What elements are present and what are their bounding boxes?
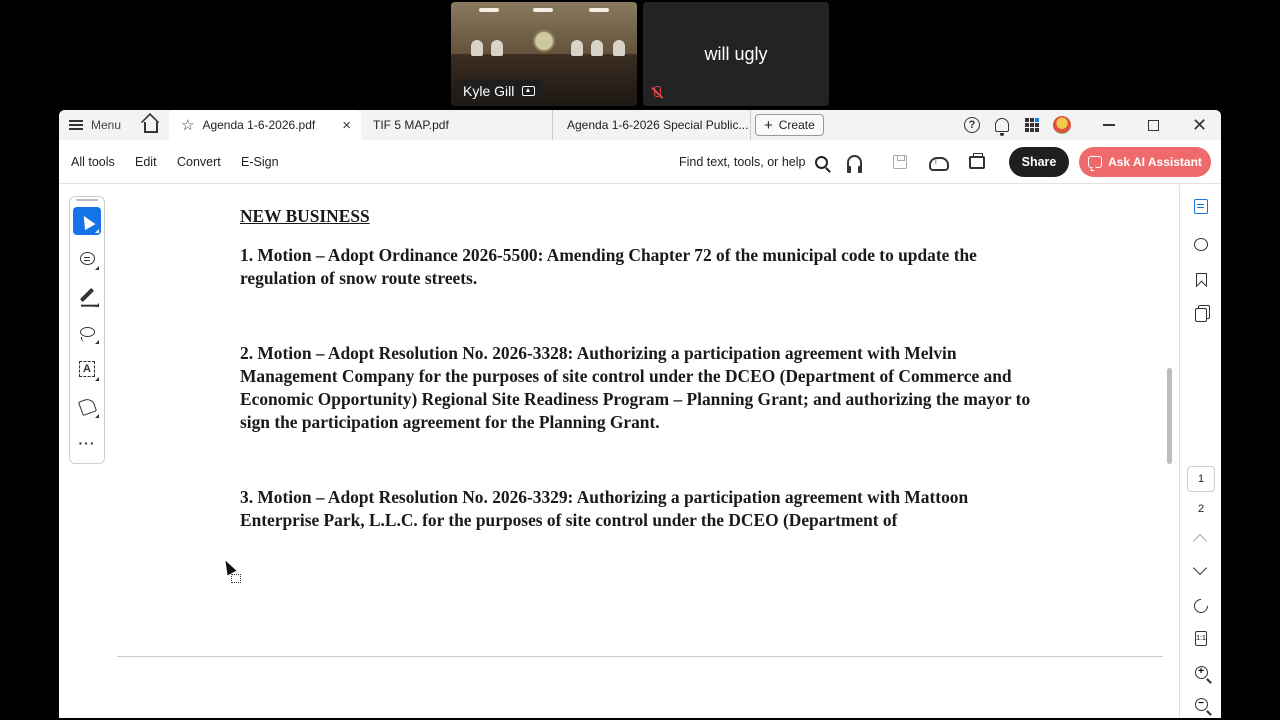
pdf-viewer-window xyxy=(59,110,1221,718)
screen-share-icon xyxy=(522,86,535,96)
page-divider xyxy=(117,656,1163,657)
city-seal xyxy=(533,30,555,52)
zoom-out-icon: − xyxy=(1195,698,1208,711)
participant-name: will ugly xyxy=(704,44,768,64)
total-page-indicator: 2 xyxy=(1197,503,1205,515)
zoom-in-button[interactable] xyxy=(1192,663,1210,681)
pages-icon xyxy=(1195,308,1207,322)
maximize-button[interactable] xyxy=(1148,110,1159,140)
quick-tools-palette xyxy=(69,196,105,464)
signature-icon xyxy=(77,396,96,415)
find-label: Find text, tools, or help xyxy=(679,155,806,169)
help-button[interactable] xyxy=(964,110,980,140)
section-heading: NEW BUSINESS xyxy=(240,206,370,226)
plus-icon: + xyxy=(764,116,773,134)
right-side-panel xyxy=(1179,185,1221,718)
council-member xyxy=(571,40,583,56)
headphones-icon xyxy=(847,155,862,169)
tab-label: Agenda 1-6-2026.pdf xyxy=(202,118,316,132)
participant-video-tile-user[interactable] xyxy=(643,2,829,106)
close-window-button[interactable] xyxy=(1192,110,1207,140)
cloud-upload-icon xyxy=(929,155,947,169)
comment-icon xyxy=(80,252,95,265)
convert-button[interactable]: Convert xyxy=(177,155,221,169)
hamburger-icon xyxy=(69,120,83,130)
help-icon: ? xyxy=(964,117,980,133)
tab-agenda-special[interactable] xyxy=(555,110,751,140)
lasso-icon xyxy=(80,327,95,337)
menu-label: Menu xyxy=(91,118,122,132)
tab-label: Agenda 1-6-2026 Special Public... xyxy=(567,118,749,132)
edit-document-icon xyxy=(1194,199,1208,214)
home-button[interactable] xyxy=(141,110,161,140)
close-icon: ✕ xyxy=(1192,115,1208,135)
fill-sign-tool[interactable] xyxy=(73,392,101,420)
council-member xyxy=(613,40,625,56)
tab-tif-map[interactable] xyxy=(361,110,553,140)
more-icon: ··· xyxy=(78,435,96,451)
agenda-item: 2. Motion – Adopt Resolution No. 2026-3328: Authorizing a participation agreement with Melvin Management Company for the purposes of site control under the DCEO (Department of Commerce and Economic Opportunity) Regional Site Readiness Program – Planning Grant; and authorizing the mayor to sign the participation agreement for the Planning Grant. xyxy=(240,343,1031,432)
account-button[interactable] xyxy=(1053,110,1071,140)
search-icon xyxy=(815,156,828,169)
mic-muted-icon xyxy=(651,86,663,100)
tab-bar xyxy=(59,110,1221,140)
agenda-item: 1. Motion – Adopt Ordinance 2026-5500: Amending Chapter 72 of the municipal code to update the regulation of snow route streets. xyxy=(240,245,977,288)
rotate-button[interactable] xyxy=(1192,597,1210,615)
avatar xyxy=(1053,116,1071,134)
bell-icon xyxy=(995,118,1009,132)
create-button[interactable] xyxy=(755,114,824,136)
ai-assistant-button[interactable] xyxy=(1079,147,1211,177)
draw-tool[interactable] xyxy=(73,318,101,346)
print-icon xyxy=(969,156,985,169)
next-page-icon[interactable] xyxy=(1193,561,1207,575)
scrollbar-thumb[interactable] xyxy=(1167,368,1172,464)
close-tab-icon[interactable]: × xyxy=(342,116,351,134)
highlight-tool[interactable] xyxy=(73,281,101,309)
edit-button[interactable]: Edit xyxy=(135,155,157,169)
more-tools-button[interactable] xyxy=(73,429,101,457)
zoom-in-icon: + xyxy=(1195,666,1208,679)
star-icon[interactable]: ☆ xyxy=(181,117,195,134)
main-toolbar xyxy=(59,140,1221,184)
find-search-button[interactable] xyxy=(679,140,828,184)
previous-page-icon[interactable] xyxy=(1193,534,1207,548)
cursor-icon xyxy=(79,212,96,229)
text-box-tool[interactable] xyxy=(73,355,101,383)
tab-label: TIF 5 MAP.pdf xyxy=(373,118,449,132)
home-icon xyxy=(144,122,158,133)
maximize-icon xyxy=(1148,120,1159,131)
select-tool[interactable] xyxy=(73,207,101,235)
tab-agenda[interactable] xyxy=(169,110,361,140)
create-label: Create xyxy=(778,118,815,132)
comment-tool[interactable] xyxy=(73,244,101,272)
print-button[interactable] xyxy=(969,140,985,184)
fit-page-icon: 1:1 xyxy=(1195,631,1207,646)
edit-document-button[interactable] xyxy=(1192,197,1210,215)
share-button[interactable]: Share xyxy=(1009,147,1069,177)
upload-button[interactable] xyxy=(929,140,947,184)
all-tools-button[interactable]: All tools xyxy=(71,155,115,169)
notifications-button[interactable] xyxy=(995,110,1009,140)
zoom-out-button[interactable] xyxy=(1192,695,1210,713)
text-box-icon: A xyxy=(79,361,95,377)
pages-panel-button[interactable] xyxy=(1192,306,1210,324)
ceiling-light xyxy=(479,8,499,12)
council-member xyxy=(491,40,503,56)
pen-icon xyxy=(80,288,94,302)
participant-name-tag xyxy=(455,80,543,102)
drag-handle[interactable] xyxy=(76,199,98,201)
apps-button[interactable] xyxy=(1025,110,1039,140)
save-button[interactable] xyxy=(893,140,907,184)
ai-assistant-icon xyxy=(1088,156,1102,168)
esign-button[interactable]: E-Sign xyxy=(241,155,279,169)
save-icon xyxy=(893,155,907,169)
ceiling-light xyxy=(533,8,553,12)
read-aloud-button[interactable] xyxy=(847,140,862,184)
bookmark-icon xyxy=(1196,273,1207,287)
minimize-button[interactable] xyxy=(1103,110,1115,140)
current-page-indicator[interactable]: 1 xyxy=(1187,466,1215,492)
agenda-item: 3. Motion – Adopt Resolution No. 2026-3329: Authorizing a participation agreement with Mattoon Enterprise Park, L.L.C. for the purposes of site control under the DCEO (Department of xyxy=(240,487,969,530)
fit-page-button[interactable] xyxy=(1192,629,1210,647)
council-member xyxy=(471,40,483,56)
cursor-selection-icon xyxy=(231,574,241,583)
ceiling-light xyxy=(589,8,609,12)
apps-grid-icon xyxy=(1025,118,1039,132)
council-member xyxy=(591,40,603,56)
minimize-icon xyxy=(1103,124,1115,126)
participant-video-tile[interactable] xyxy=(451,2,637,106)
bookmarks-button[interactable] xyxy=(1192,271,1210,289)
rotate-icon xyxy=(1191,596,1211,616)
menu-button[interactable] xyxy=(69,110,121,140)
comment-icon xyxy=(1194,238,1208,251)
comments-panel-button[interactable] xyxy=(1192,235,1210,253)
ai-assistant-label: Ask AI Assistant xyxy=(1108,155,1202,169)
participant-name: Kyle Gill xyxy=(463,83,515,99)
